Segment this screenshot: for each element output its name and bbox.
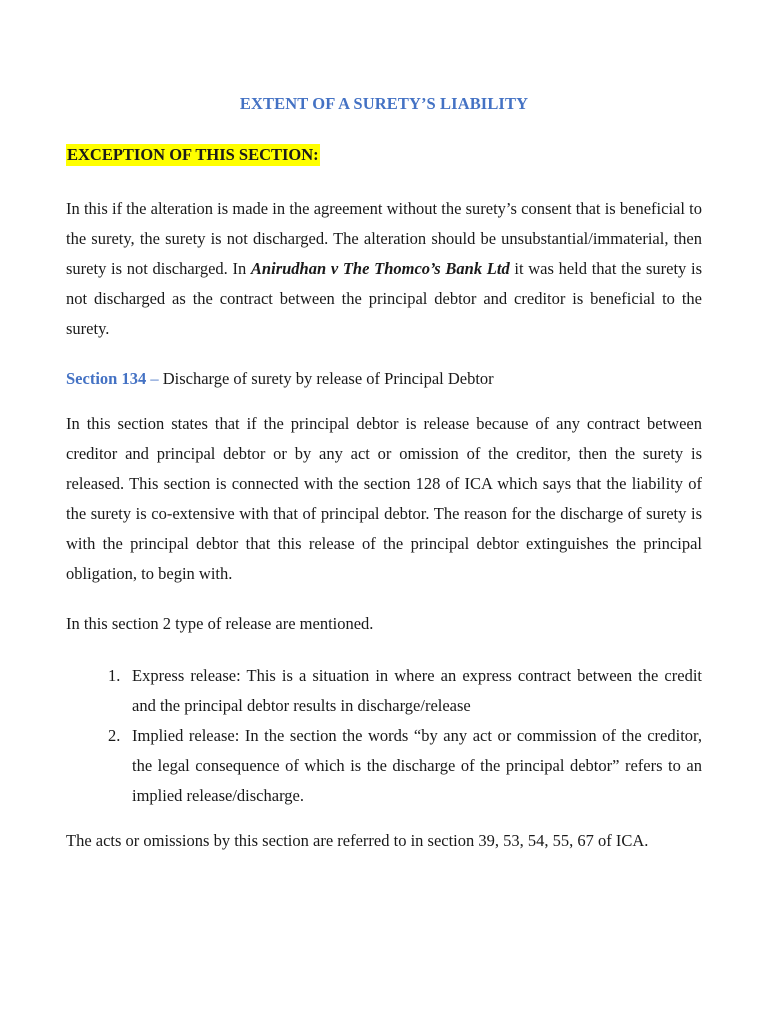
paragraph-alteration-text-start: In this if the alteration is made in the agreement without the surety’s consent that is beneficial to the surety, the surety is not discharged. The alteration should be unsubstantial/immaterial, then surety is not discharged. In xyxy=(66,199,702,278)
paragraph-alteration xyxy=(66,194,702,344)
list-item-number: 1. xyxy=(108,666,121,685)
list-item-text: Implied release: In the section the words “by any act or commission of the creditor, the legal consequence of which is the discharge of the principal debtor” refers to an implied release/discharge. xyxy=(132,726,702,805)
section-number-label: Section 134 xyxy=(66,369,147,388)
release-types-list xyxy=(66,661,702,811)
exception-heading: EXCEPTION OF THIS SECTION: xyxy=(67,145,319,164)
section-heading xyxy=(66,364,702,394)
case-citation: Anirudhan v The Thomco’s Bank Ltd xyxy=(250,259,510,278)
paragraph-release-types: In this section 2 type of release are mentioned. xyxy=(66,614,374,633)
section-title: Discharge of surety by release of Principal Debtor xyxy=(162,369,494,388)
list-item-text: Express release: This is a situation in where an express contract between the credit and the principal debtor results in discharge/release xyxy=(132,666,702,715)
paragraph-acts-omissions: The acts or omissions by this section are referred to in section 39, 53, 54, 55, 67 of ICA. xyxy=(66,831,649,850)
section-dash: – xyxy=(146,369,163,388)
paragraph-section-134: In this section states that if the principal debtor is release because of any contract between creditor and principal debtor or by any act or omission of the creditor, then the surety is released. This section is connected with the section 128 of ICA which says that the liability of the surety is co-extensive with that of principal debtor. The reason for the discharge of surety is with the principal debtor that this release of the principal debtor extinguishes the principal obligation, to begin with. xyxy=(66,414,702,583)
list-item xyxy=(66,721,702,811)
list-item xyxy=(66,661,702,721)
document-title: EXTENT OF A SURETY’S LIABILITY xyxy=(239,94,529,113)
list-item-number: 2. xyxy=(108,726,121,745)
paragraph-alteration-text-end: it was held that the surety is not discharged as the contract between the principal debtor and creditor is beneficial to the surety. xyxy=(66,259,703,338)
